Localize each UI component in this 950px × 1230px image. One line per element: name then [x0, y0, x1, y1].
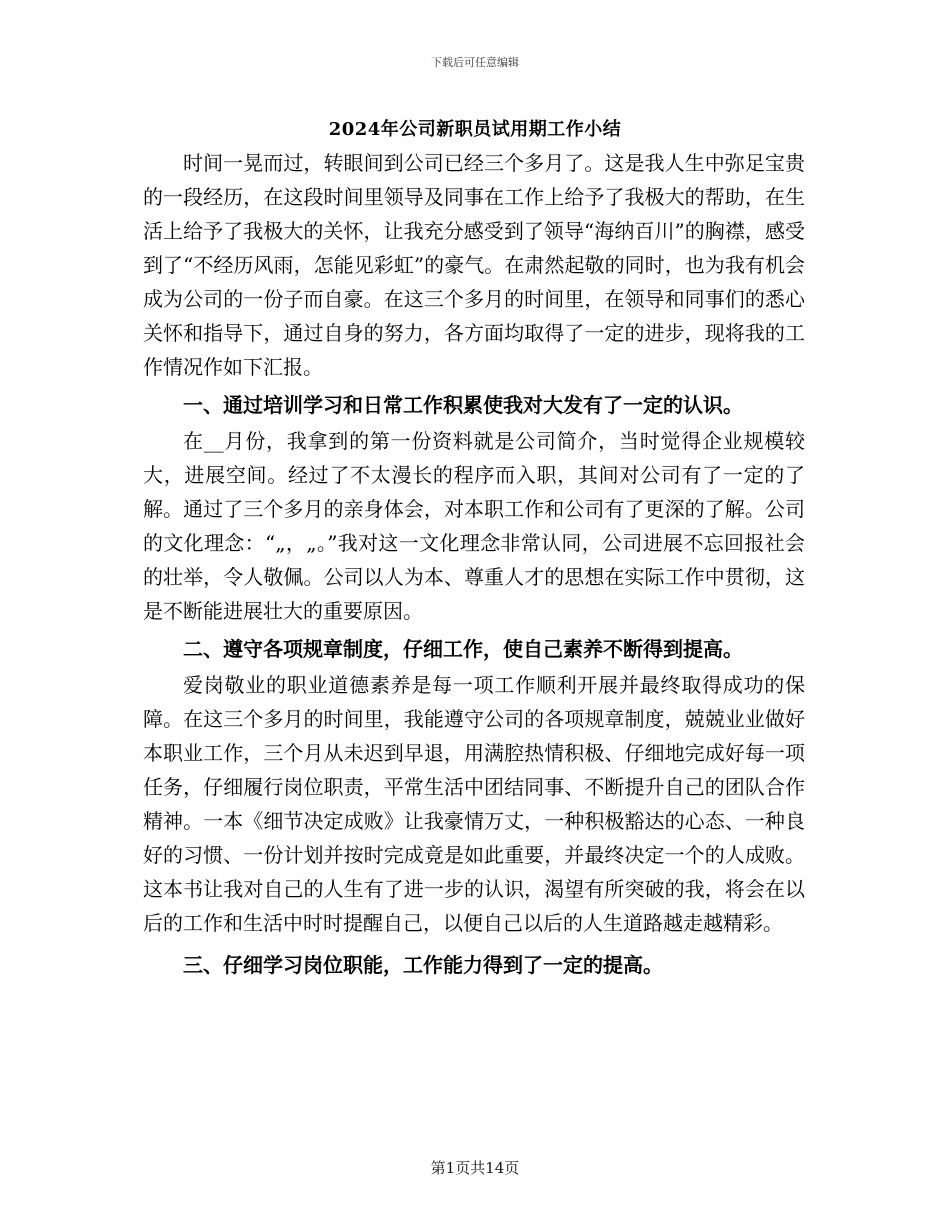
document-body: [143, 146, 805, 984]
section-heading-3: 三、仔细学习岗位职能，工作能力得到了一定的提高。: [183, 953, 663, 977]
header-note: 下载后可任意编辑: [431, 56, 519, 69]
paragraph-section-1: 在__月份，我拿到的第一份资料就是公司简介，当时觉得企业规模较大，进展空间。经过了不太漫长的程序而入职，其间对公司有了一定的了解。通过了三个多月的亲身体会，对本职工作和公司有了更深的了解。公司的文化理念：“„，„。”我对这一文化理念非常认同，公司进展不忘回报社会的壮举，令人敬佩。公司以人为本、尊重人才的思想在实际工作中贯彻，这是不断能进展壮大的重要原因。: [143, 429, 805, 623]
paragraph-section-2: 爱岗敬业的职业道德素养是每一项工作顺利开展并最终取得成功的保障。在这三个多月的时间里，我能遵守公司的各项规章制度，兢兢业业做好本职业工作，三个月从未迟到早退，用满腔热情积极、仔细地完成好每一项任务，仔细履行岗位职责，平常生活中团结同事、不断提升自己的团队合作精神。一本《细节决定成败》让我豪情万丈，一种积极豁达的心态、一种良好的习惯、一份计划并按时完成竟是如此重要，并最终决定一个的人成败。这本书让我对自己的人生有了进一步的认识，渴望有所突破的我，将会在以后的工作和生活中时时提醒自己，以便自己以后的人生道路越走越精彩。: [143, 673, 805, 935]
section-heading-2: 二、遵守各项规章制度，仔细工作，使自己素养不断得到提高。: [183, 637, 743, 661]
section-heading-1: 一、通过培训学习和日常工作积累使我对大发有了一定的认识。: [183, 393, 743, 417]
page-number: 第1页共14页: [430, 1159, 520, 1177]
document-title: 2024年公司新职员试用期工作小结: [328, 119, 622, 140]
paragraph-intro: 时间一晃而过，转眼间到公司已经三个多月了。这是我人生中弥足宝贵的一段经历，在这段时间里领导及同事在工作上给予了我极大的帮助，在生活上给予了我极大的关怀，让我充分感受到了领导“海纳百川”的胸襟，感受到了“不经历风雨，怎能见彩虹”的豪气。在肃然起敬的同时，也为我有机会成为公司的一份子而自豪。在这三个多月的时间里，在领导和同事们的悉心关怀和指导下，通过自身的努力，各方面均取得了一定的进步，现将我的工作情况作如下汇报。: [143, 151, 805, 379]
